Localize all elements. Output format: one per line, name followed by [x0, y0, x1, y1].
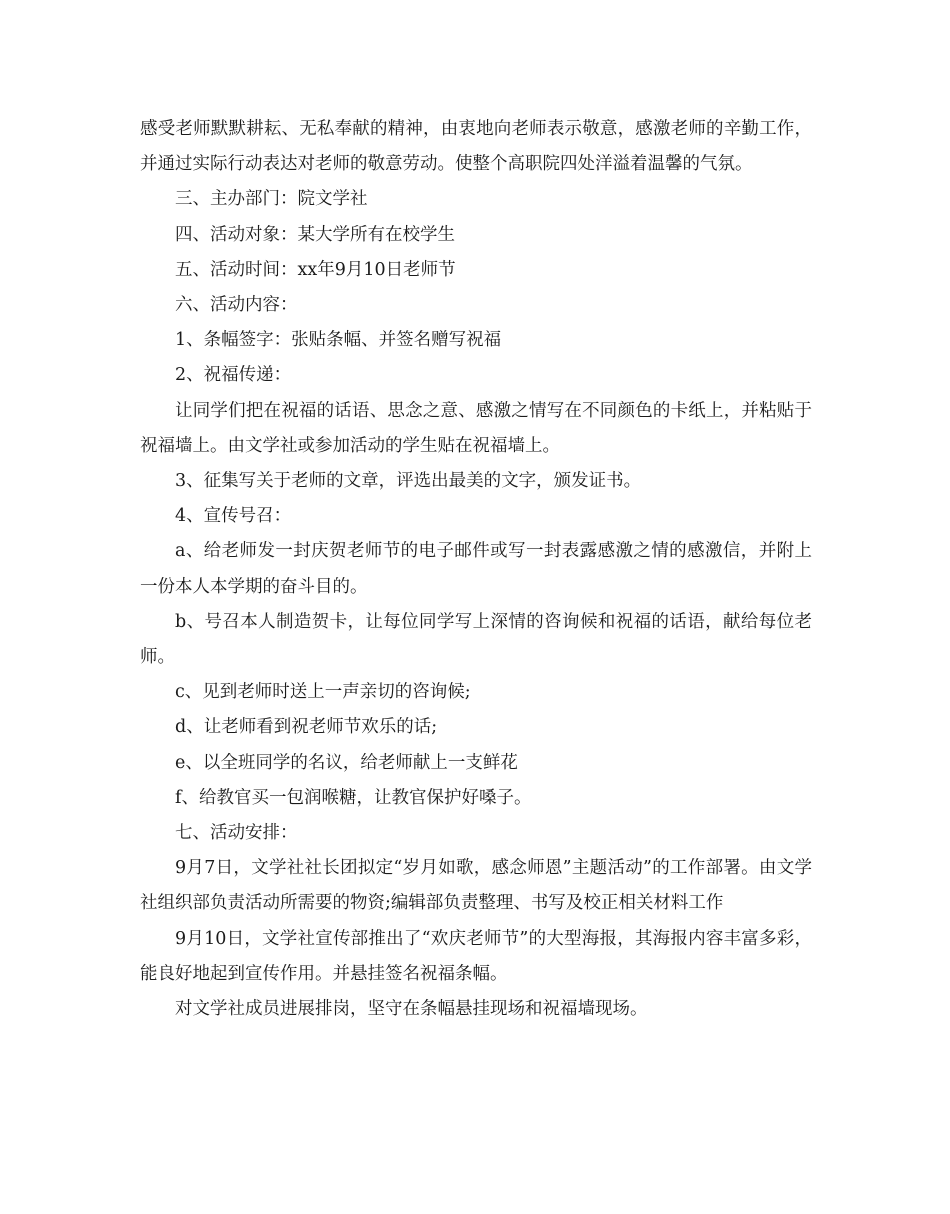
paragraph-item-4c: c、见到老师时送上一声亲切的咨询候; — [175, 682, 471, 703]
document-body — [140, 112, 812, 1027]
paragraph-item-4d: d、让老师看到祝老师节欢乐的话; — [175, 717, 438, 738]
paragraph-schedule-duty: 对文学社成员进展排岗，坚守在条幅悬挂现场和祝福墙现场。 — [175, 999, 648, 1020]
paragraph-schedule-sep10: 9月10日，文学社宣传部推出了“欢庆老师节”的大型海报，其海报内容丰富多彩，能良好地起到宣传作用。并悬挂签名祝福条幅。 — [140, 928, 812, 984]
paragraph-content-heading: 六、活动内容： — [175, 295, 298, 316]
paragraph-item-4e: e、以全班同学的名议，给老师献上一支鲜花 — [175, 752, 518, 773]
paragraph-item-1: 1、条幅签字：张贴条幅、并签名赠写祝福 — [175, 330, 502, 351]
paragraph-schedule-heading: 七、活动安排： — [175, 823, 298, 844]
paragraph-audience: 四、活动对象：某大学所有在校学生 — [175, 224, 455, 245]
paragraph-item-3: 3、征集写关于老师的文章，评选出最美的文字，颁发证书。 — [175, 471, 642, 492]
paragraph-item-4f: f、给教官买一包润喉糖，让教官保护好嗓子。 — [175, 787, 532, 808]
paragraph-item-4a: a、给老师发一封庆贺老师节的电子邮件或写一封表露感激之情的感激信，并附上一份本人本学期的奋斗目的。 — [140, 541, 812, 597]
paragraph-organizer: 三、主办部门：院文学社 — [175, 189, 368, 210]
paragraph-item-4b: b、号召本人制造贺卡，让每位同学写上深情的咨询候和祝福的话语，献给每位老师。 — [140, 611, 812, 668]
paragraph-item-2: 2、祝福传递： — [175, 365, 292, 386]
paragraph-time: 五、活动时间：xx年9月10日老师节 — [175, 259, 456, 280]
paragraph-item-2-detail: 让同学们把在祝福的话语、思念之意、感激之情写在不同颜色的卡纸上，并粘贴于祝福墙上。由文学社或参加活动的学生贴在祝福墙上。 — [140, 400, 812, 456]
paragraph-item-4: 4、宣传号召： — [175, 506, 292, 527]
paragraph-schedule-sep7: 9月7日，文学社社长团拟定“岁月如歌，感念师恩”主题活动”的工作部署。由文学社组织部负责活动所需要的物资;编辑部负责整理、书写及校正相关材料工作 — [140, 858, 812, 914]
paragraph-intro: 感受老师默默耕耘、无私奉献的精神，由衷地向老师表示敬意，感激老师的辛勤工作，并通过实际行动表达对老师的敬意劳动。使整个高职院四处洋溢着温馨的气氛。 — [140, 119, 812, 175]
